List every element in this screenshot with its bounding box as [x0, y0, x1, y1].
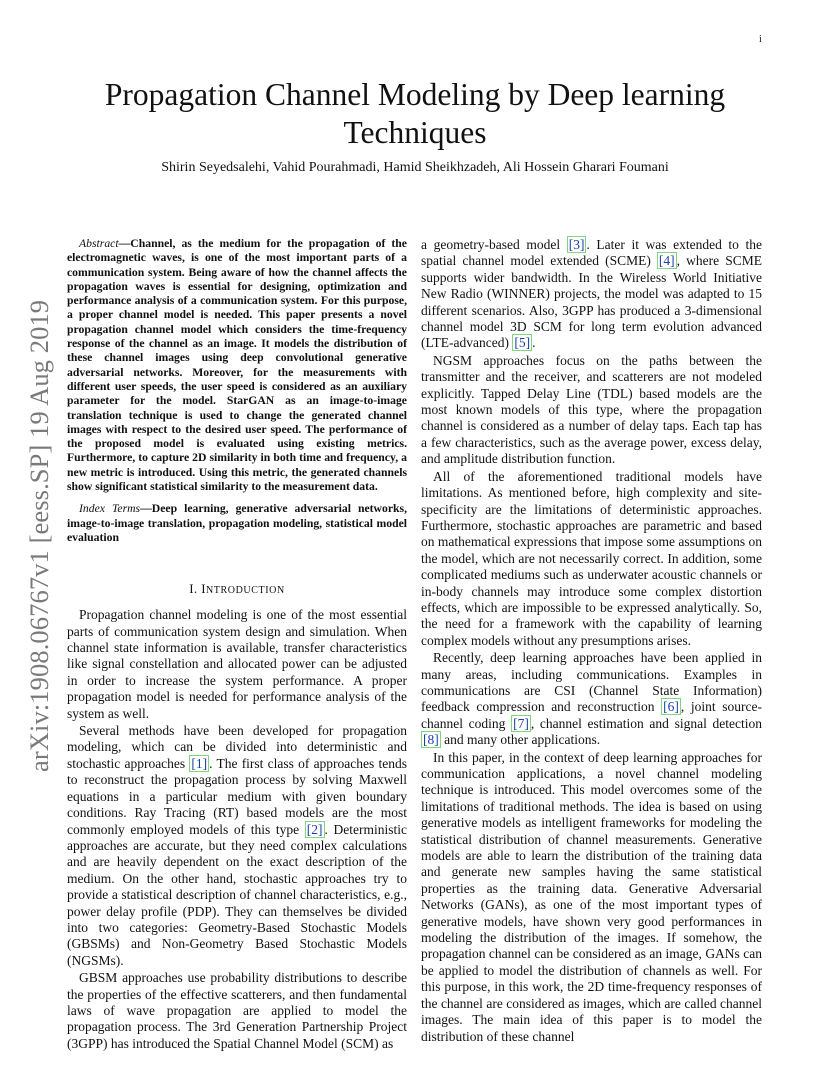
body-paragraph: a geometry-based model [3] . Later it was extended to the spatial channel model extended (SCME) [4] , where SCME supports wider bandwidth. In the Wireless World Initiative New Radio (WINNER) projects, the model was adapted to 15 different scenarios. Also, 3GPP has produced a 3-dimensional channel model 3D SCM for long term evolution advanced (LTE-advanced) [5] .	[421, 237, 763, 351]
citation-link[interactable]: [4]	[658, 253, 675, 269]
citation-link[interactable]: [6]	[663, 699, 679, 715]
page-number: i	[759, 34, 762, 45]
body-paragraph: In this paper, in the context of deep learning approaches for communication applications, a novel channel modeling technique is introduced. This model overcomes some of the limitations of traditional methods. The idea is based on using generative models as intelligent frameworks for modeling the statistical distribution of channel measurements. Generative models are able to learn the distribution of the training data and generate new samples having the same statistical properties as the training data. Generative Adversarial Networks (GANs), as one of the most important types of generative models, have shown very good performances in modeling the distribution of the images. If somehow, the propagation channel can be considered as an image, GANs can be applied to model the distribution of channels as well. For this purpose, in this work, the 2D time-frequency responses of the channel are considered as images, which are called channel images. The main idea of this paper is to model the distribution of these channel	[421, 749, 762, 1044]
citation-link[interactable]: [3]	[568, 237, 585, 252]
body-paragraph: Several methods have been developed for propagation modeling, which can be divided into deterministic and stochastic approaches [1] . The first class of approaches tends to reconstruct the propagation process by solving Maxwell equations in a particular medium with given boundary conditions. Ray Tracing (RT) based models are the most commonly employed models of this type [2] . Deterministic approaches are accurate, but they need complex calculations and are heavily dependent on the exact description of the medium. On the other hand, stochastic approaches try to provide a statistical description of channel characteristics, e.g., power delay profile (PDP). They can themselves be divided into two categories: Geometry-Based Stochastic Models (GBSMs) and Non-Geometry Based Stochastic Models (NGSMs).	[67, 723, 407, 968]
body-paragraph: Propagation channel modeling is one of the most essential parts of communication system design and simulation. When channel state information is available, transfer characteristics like signal constellation and allocated power can be adjusted in order to increase the system performance. A proper propagation model is needed for performance analysis of the system as well.	[67, 607, 407, 721]
body-paragraph: All of the aforementioned traditional models have limitations. As mentioned before, high complexity and site-specificity are the limitations of deterministic approaches. Furthermore, stochastic approaches are parametric and based on mathematical expressions that impose some assumptions on the model, which are not necessarily correct. In addition, some complicated mediums such as underwater acoustic channels or in-body channels may introduce some complex distortion effects, which are impossible to be expressed analytically. So, the need for a framework with the capability of learning complex models without any presumptions arises.	[421, 468, 762, 648]
paper-title: Propagation Channel Modeling by Deep learning Techniques	[104, 77, 726, 150]
index-terms	[67, 502, 407, 545]
body-paragraph: GBSM approaches use probability distributions to describe the properties of the effective scatterers, and then fundamental laws of wave propagation are applied to model the propagation process. The 3rd Generation Partnership Project (3GPP) has introduced the Spatial Channel Model (SCM) as	[67, 970, 407, 1051]
abstract-label: Abstract	[79, 237, 119, 250]
author-list: Shirin Seyedsalehi, Vahid Pourahmadi, Hamid Sheikhzadeh, Ali Hossein Gharari Foumani	[161, 160, 669, 175]
citation-link[interactable]: [1]	[191, 755, 208, 771]
index-terms-label: Index Terms	[79, 502, 141, 516]
body-paragraph: Recently, deep learning approaches have been applied in many areas, including communications. Examples in communications are CSI (Channel State Information) feedback compression and reconstruction [6] , joint source-channel coding [7] , channel estimation and signal detection [8] and many other applications.	[421, 650, 763, 748]
body-paragraph: NGSM approaches focus on the paths between the transmitter and the receiver, and scatterers are not modeled explicitly. Tapped Delay Line (TDL) based models are the most known models of this type, where the propagation channel is considered as a number of delay taps. Each tap has a few characteristics, such as the average power, excess delay, and amplitude distribution function.	[421, 352, 762, 467]
citation-link[interactable]: [2]	[306, 821, 323, 837]
citation-link[interactable]: [5]	[514, 335, 531, 351]
arxiv-identifier: arXiv:1908.06767v1 [eess.SP] 19 Aug 2019	[24, 299, 54, 772]
citation-link[interactable]: [8]	[423, 732, 439, 748]
left-column	[67, 237, 407, 1052]
citation-link[interactable]: [7]	[513, 715, 529, 731]
section-heading-introduction: I. INTRODUCTION	[189, 581, 285, 597]
abstract-text: —Channel, as the medium for the propagation of the electromagnetic waves, is one of the most important parts of a communication system. Being aware of how the channel affects the propagation waves is essential for designing, optimization and performance analysis of a communication system. For this purpose, a proper channel model is needed. This paper presents a novel propagation channel model which considers the time-frequency response of the channel as an image. It models the distribution of these channel images using deep convolutional generative adversarial networks. Moreover, for the measurements with different user speeds, the user speed is considered as an auxiliary parameter for the model. StarGAN as an image-to-image translation technique is used to change the generated channel images with respect to the desired user speed. The performance of the proposed model is evaluated using existing metrics. Furthermore, to capture 2D similarity in both time and frequency, a new metric is introduced. Using this metric, the generated channels show significant statistical similarity to the measurement data.	[67, 237, 407, 494]
right-column	[421, 237, 762, 1045]
index-terms-text: —Deep learning, generative adversarial networks, image-to-image translation, propagation modeling, statistical model evaluation	[67, 502, 408, 544]
abstract	[67, 237, 407, 494]
